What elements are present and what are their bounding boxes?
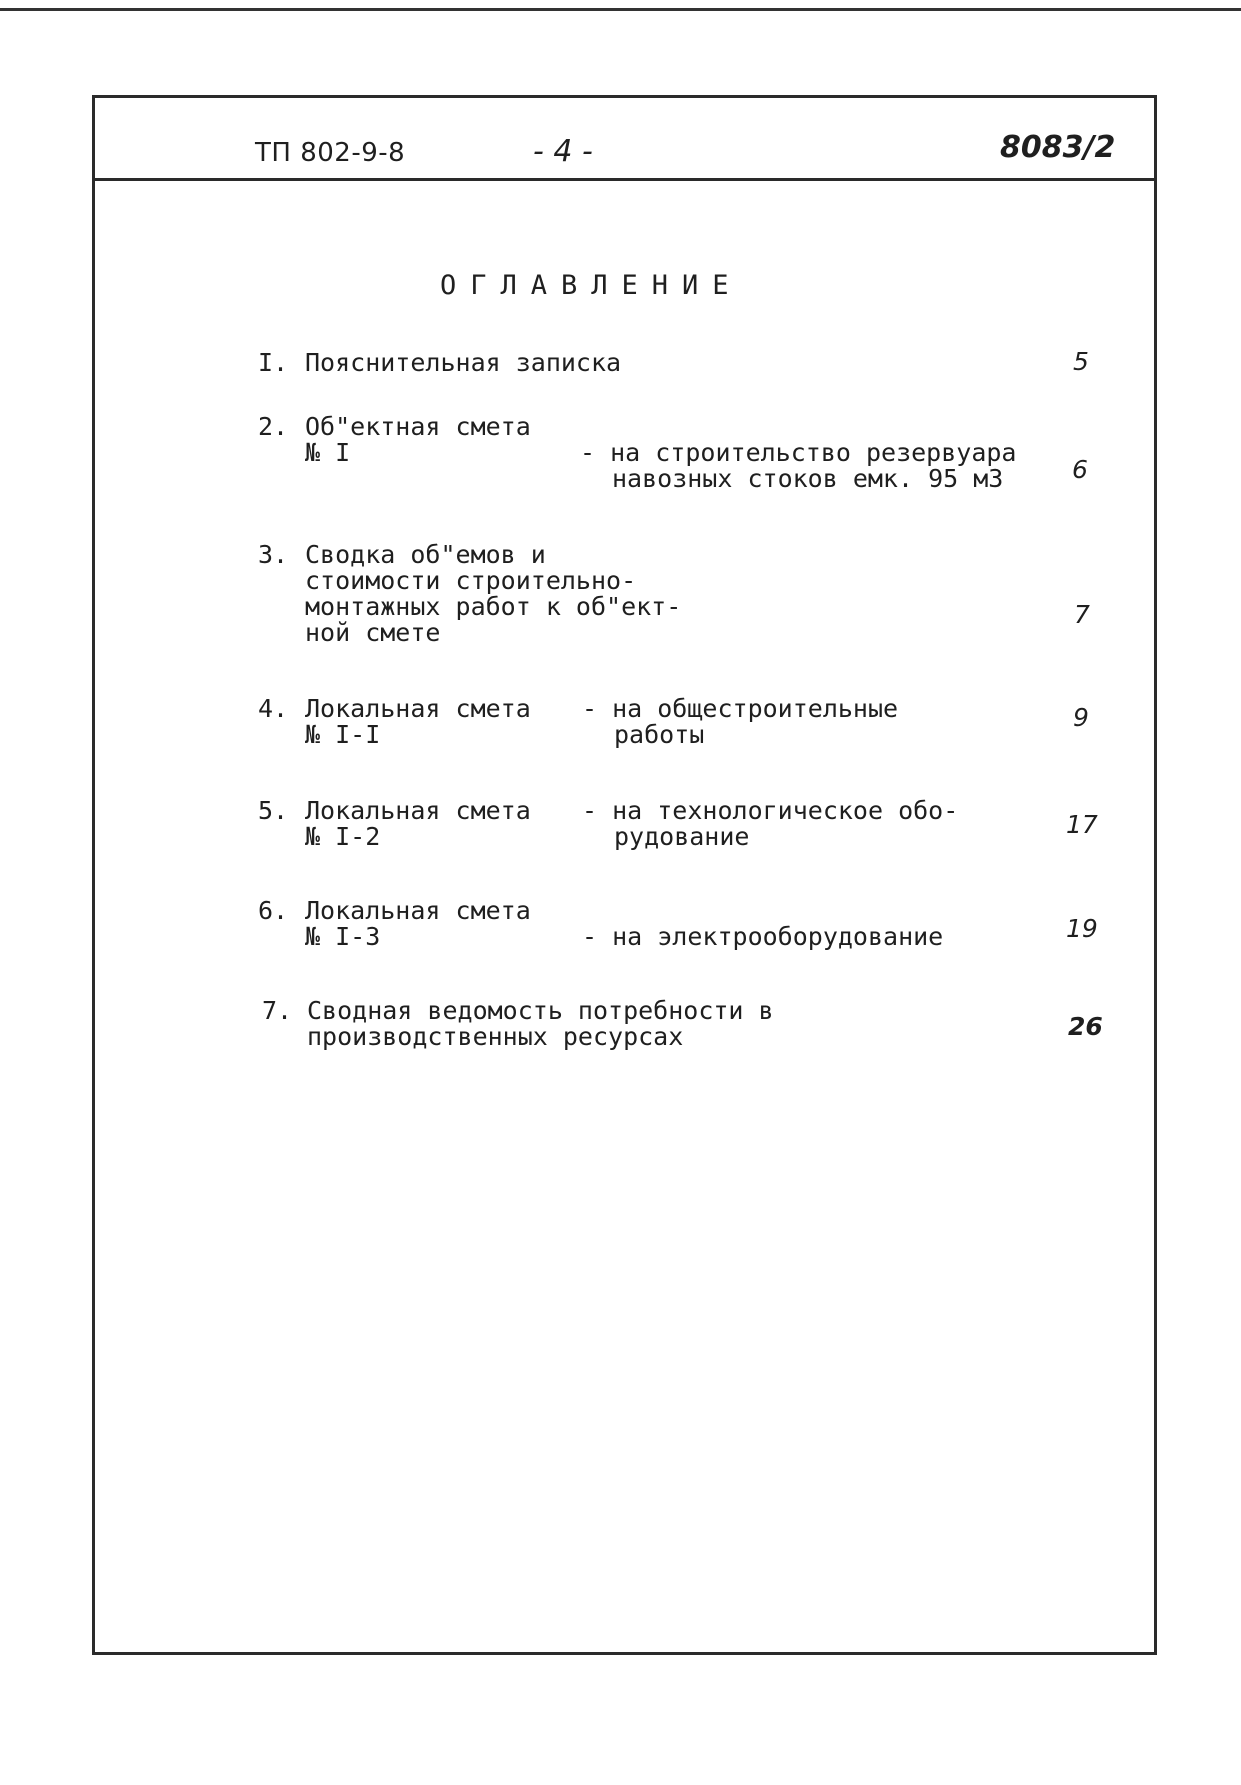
sheet-number: 8083/2	[1000, 130, 1116, 165]
toc-item-page: 9	[1073, 703, 1089, 732]
toc-item-line: ной смете	[305, 618, 441, 647]
toc-item-line: производственных ресурсах	[307, 1022, 684, 1051]
toc-item-line: № I-2	[305, 822, 381, 851]
toc-item-desc: - на общестроительные	[582, 694, 899, 723]
toc-item-number: 6.	[258, 896, 289, 925]
toc-item-page: 7	[1074, 600, 1090, 629]
toc-item-page: 19	[1066, 914, 1098, 943]
toc-item-number: 3.	[258, 540, 289, 569]
toc-item-line: Локальная смета	[305, 796, 531, 825]
toc-item-number: 5.	[258, 796, 289, 825]
toc-item-line: Локальная смета	[305, 896, 531, 925]
toc-item-page: 6	[1072, 455, 1088, 484]
toc-item-line: № I-I	[305, 720, 381, 749]
toc-item-line: Об"ектная смета	[305, 412, 531, 441]
toc-item-desc: работы	[614, 720, 705, 749]
toc-item-page: 5	[1073, 347, 1089, 376]
toc-item-line: монтажных работ к об"ект-	[305, 592, 682, 621]
document-code: ТП 802-9-8	[255, 138, 406, 168]
toc-item-number: 2.	[258, 412, 289, 441]
toc-item-line: Пояснительная записка	[305, 348, 622, 377]
page-number: - 4 -	[533, 134, 593, 169]
toc-item-desc: рудование	[614, 822, 750, 851]
toc-item-line: № I	[305, 438, 351, 467]
top-edge-rule	[0, 8, 1241, 11]
toc-item-line: № I-3	[305, 922, 381, 951]
toc-item-page: 26	[1068, 1012, 1103, 1041]
toc-item-line: стоимости строительно-	[305, 566, 637, 595]
toc-item-desc: - на строительство резервуара	[580, 438, 1017, 467]
toc-item-desc: навозных стоков емк. 95 м3	[612, 464, 1004, 493]
toc-item-number: 7.	[262, 996, 293, 1025]
toc-item-desc: - на технологическое обо-	[582, 796, 959, 825]
toc-item-line: Локальная смета	[305, 694, 531, 723]
header-rule	[92, 178, 1157, 181]
toc-item-number: 4.	[258, 694, 289, 723]
toc-item-line: Сводка об"емов и	[305, 540, 546, 569]
page-frame	[92, 95, 1157, 1655]
toc-title: ОГЛАВЛЕНИЕ	[440, 270, 743, 301]
toc-item-line: Сводная ведомость потребности в	[307, 996, 774, 1025]
toc-item-desc: - на электрооборудование	[582, 922, 944, 951]
toc-item-number: I.	[258, 348, 289, 377]
toc-item-page: 17	[1066, 810, 1098, 839]
